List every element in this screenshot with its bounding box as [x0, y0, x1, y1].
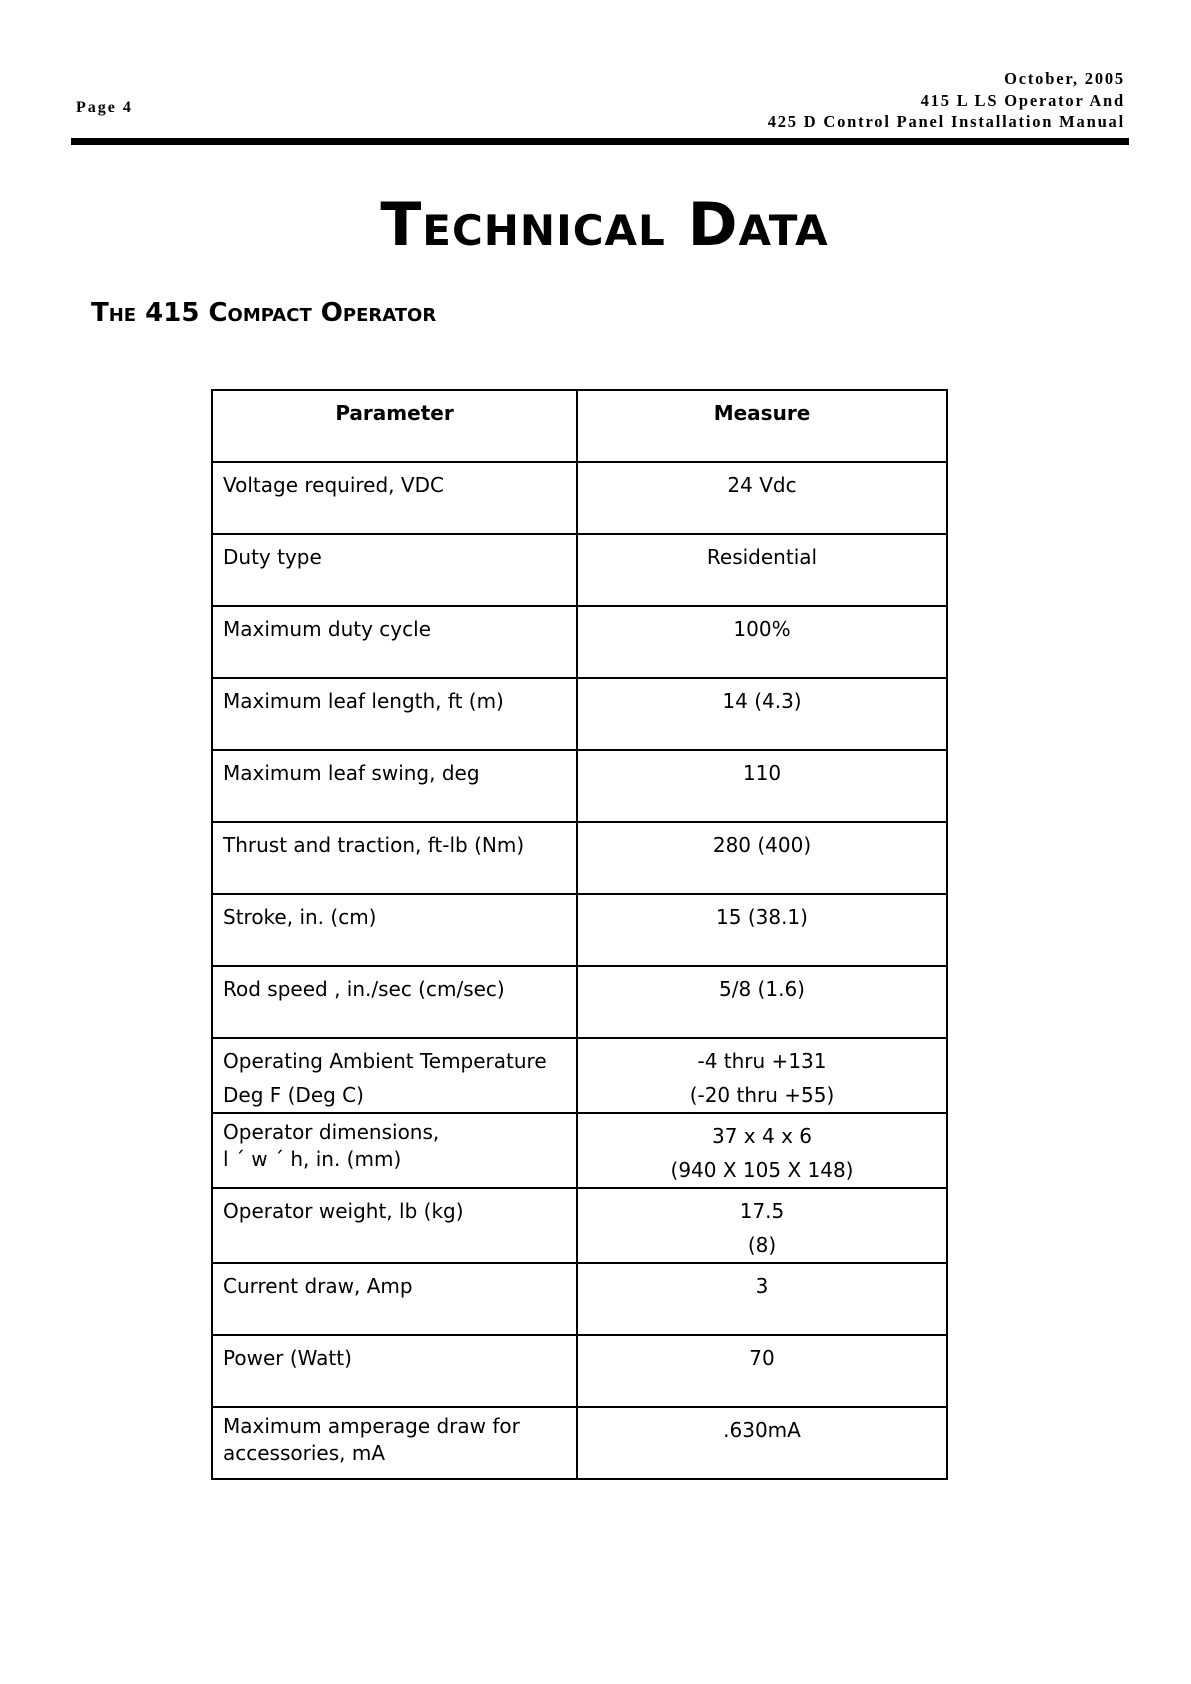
parameter-text: Voltage required, VDC	[223, 473, 444, 497]
measure-text: 17.5	[739, 1199, 785, 1223]
column-header-measure: Measure	[577, 390, 947, 462]
table-row	[212, 1038, 947, 1113]
parameter-cell	[212, 1038, 577, 1113]
parameter-cell	[212, 750, 577, 822]
parameter-text: Thrust and traction, ft-lb (Nm)	[223, 833, 525, 857]
parameter-text: Duty type	[223, 545, 322, 569]
page-title: Technical Data	[380, 190, 829, 260]
parameter-cell	[212, 678, 577, 750]
measure-text: 70	[749, 1346, 775, 1370]
header-date: October, 2005	[1004, 69, 1125, 88]
measure-text: 24 Vdc	[727, 473, 797, 497]
parameter-text: Deg F (Deg C)	[223, 1083, 364, 1107]
measure-text: 100%	[733, 617, 791, 641]
header-doc-title-line1: 415 L LS Operator And	[920, 90, 1125, 110]
parameter-text: Operator dimensions,	[223, 1120, 440, 1144]
measure-cell	[577, 462, 947, 534]
measure-cell	[577, 1188, 947, 1263]
measure-cell	[577, 750, 947, 822]
parameter-cell	[212, 822, 577, 894]
parameter-cell	[212, 1263, 577, 1335]
measure-text: Residential	[706, 545, 818, 569]
table-row	[212, 462, 947, 534]
document-header	[768, 68, 1125, 133]
measure-cell	[577, 534, 947, 606]
measure-cell	[577, 1113, 947, 1188]
table-row	[212, 678, 947, 750]
parameter-text: Maximum duty cycle	[223, 617, 431, 641]
measure-text: 15 (38.1)	[716, 905, 808, 929]
parameter-text: Maximum leaf swing, deg	[223, 761, 480, 785]
measure-cell	[577, 894, 947, 966]
parameter-text: Power (Watt)	[223, 1346, 352, 1370]
parameter-text: Operating Ambient Temperature	[223, 1049, 547, 1073]
table-row	[212, 894, 947, 966]
parameter-text: l ´ w ´ h, in. (mm)	[223, 1147, 402, 1171]
table-row	[212, 966, 947, 1038]
table-body	[212, 462, 947, 1479]
parameter-cell	[212, 1407, 577, 1479]
parameter-text: Rod speed , in./sec (cm/sec)	[223, 977, 505, 1001]
parameter-cell	[212, 894, 577, 966]
parameter-cell	[212, 462, 577, 534]
parameter-text: Stroke, in. (cm)	[223, 905, 377, 929]
table-row	[212, 1188, 947, 1263]
measure-text: .630mA	[723, 1418, 801, 1442]
table-row	[212, 534, 947, 606]
measure-text: 5/8 (1.6)	[719, 977, 805, 1001]
table-row	[212, 822, 947, 894]
measure-text: (-20 thru +55)	[689, 1083, 835, 1107]
parameter-cell	[212, 1113, 577, 1188]
header-doc-title-line2: 425 D Control Panel Installation Manual	[767, 112, 1125, 131]
parameter-text: Maximum leaf length, ft (m)	[223, 689, 504, 713]
table-row	[212, 1407, 947, 1479]
measure-text: (940 X 105 X 148)	[670, 1158, 854, 1182]
measure-cell	[577, 1335, 947, 1407]
parameter-cell	[212, 1188, 577, 1263]
measure-cell	[577, 1407, 947, 1479]
measure-cell	[577, 1038, 947, 1113]
parameter-cell	[212, 1335, 577, 1407]
table-row	[212, 1335, 947, 1407]
measure-cell	[577, 678, 947, 750]
header-rule	[71, 138, 1129, 145]
column-header-parameter: Parameter	[212, 390, 577, 462]
table-row	[212, 1263, 947, 1335]
technical-data-table	[211, 389, 948, 1480]
parameter-text: Current draw, Amp	[223, 1274, 413, 1298]
parameter-cell	[212, 606, 577, 678]
measure-text: 280 (400)	[712, 833, 812, 857]
table-row	[212, 750, 947, 822]
parameter-cell	[212, 534, 577, 606]
measure-text: -4 thru +131	[697, 1049, 827, 1073]
measure-cell	[577, 1263, 947, 1335]
parameter-cell	[212, 966, 577, 1038]
table-row	[212, 606, 947, 678]
section-title: The 415 Compact Operator	[91, 298, 437, 328]
measure-cell	[577, 606, 947, 678]
measure-cell	[577, 966, 947, 1038]
measure-text: 110	[742, 761, 782, 785]
measure-text: 37 x 4 x 6	[712, 1124, 812, 1148]
measure-text: 3	[755, 1274, 769, 1298]
page-number: Page 4	[76, 99, 133, 116]
parameter-text: accessories, mA	[223, 1441, 386, 1465]
measure-cell	[577, 822, 947, 894]
table-row	[212, 1113, 947, 1188]
table-header-row	[212, 390, 947, 462]
parameter-text: Operator weight, lb (kg)	[223, 1199, 464, 1223]
parameter-text: Maximum amperage draw for	[223, 1414, 520, 1438]
measure-text: (8)	[747, 1233, 777, 1257]
measure-text: 14 (4.3)	[722, 689, 802, 713]
